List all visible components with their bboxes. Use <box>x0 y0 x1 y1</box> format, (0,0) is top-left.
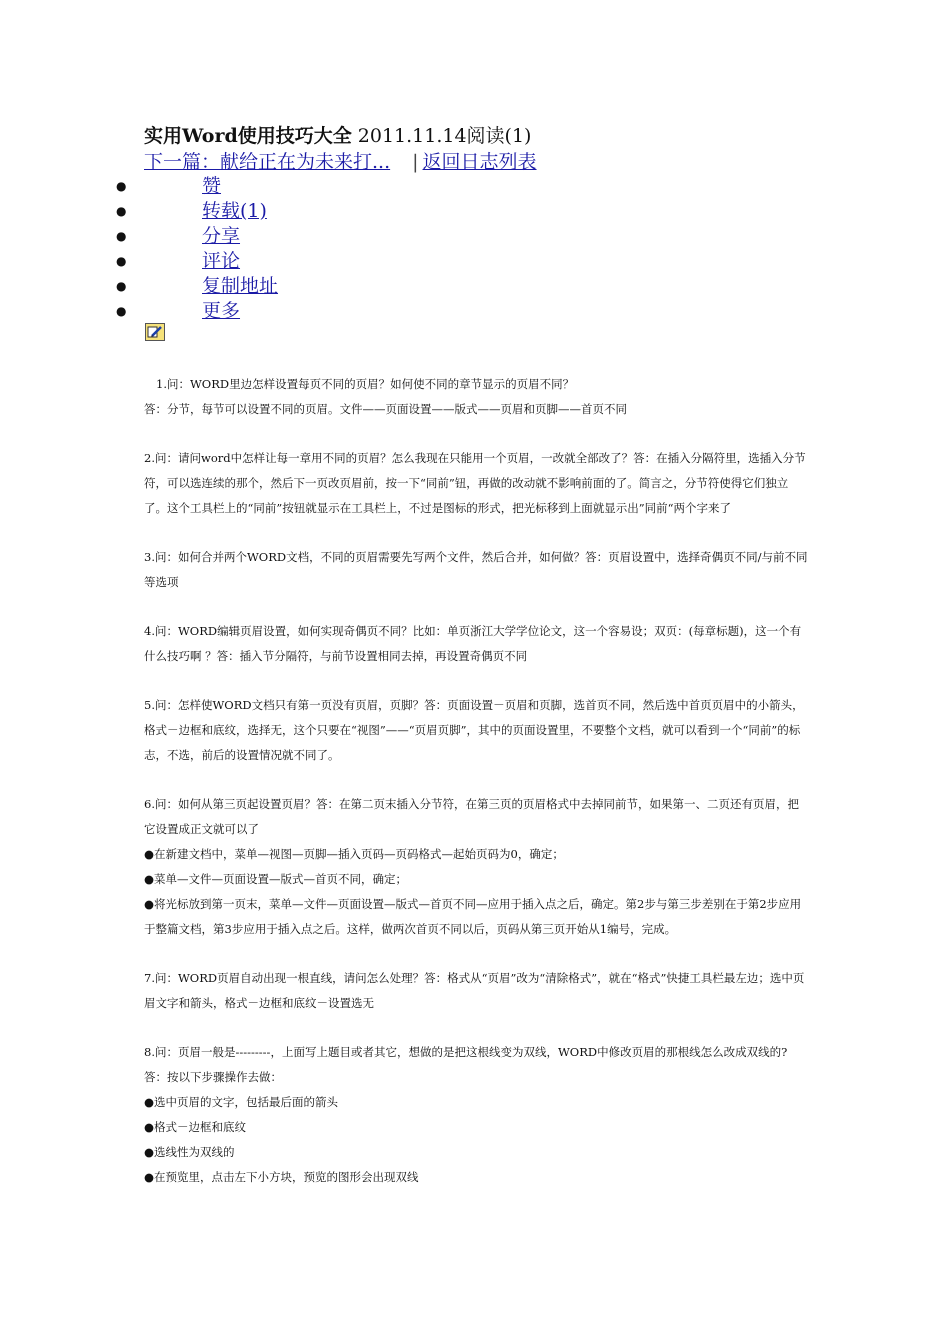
article-body <box>144 372 808 1190</box>
paragraph: ●在新建文档中，菜单—视图—页脚—插入页码—页码格式—起始页码为0，确定； <box>144 847 564 861</box>
paragraph: ●格式－边框和底纹 <box>144 1120 247 1134</box>
post-navigation <box>144 150 537 174</box>
bullet-icon: ● <box>116 179 127 193</box>
paragraph: ●选线性为双线的 <box>144 1145 235 1159</box>
bullet-icon: ● <box>116 279 127 293</box>
edit-icon[interactable] <box>145 323 165 341</box>
paragraph: 8.问：页眉一般是---------，上面写上题目或者其它，想做的是把这根线变为双线，WORD中修改页眉的那根线怎么改成双线的?答：按以下步骤操作去做： <box>144 1045 788 1084</box>
next-post-link[interactable]: 下一篇：献给正在为未来打... <box>144 151 391 173</box>
paragraph: 6.问：如何从第三页起设置页眉？答：在第二页末插入分节符，在第三页的页眉格式中去掉同前节，如果第一、二页还有页眉，把它设置成正文就可以了 <box>144 797 799 836</box>
paragraph: 5.问：怎样使WORD文档只有第一页没有页眉，页脚？答：页面设置－页眉和页脚，选首页不同，然后选中首页页眉中的小箭头，格式－边框和底纹，选择无，这个只要在“视图”——“页眉页脚”，其中的页面设置里，不要整个文档，就可以看到一个“同前”的标志，不选，前后的设置情况就不同了。 <box>144 698 804 762</box>
paragraph: ●选中页眉的文字，包括最后面的箭头 <box>144 1095 339 1109</box>
comment-link[interactable]: 评论 <box>202 250 241 272</box>
copy-address-link[interactable]: 复制地址 <box>202 275 279 297</box>
bullet-icon: ● <box>116 254 127 268</box>
paragraph: 7.问：WORD页眉自动出现一根直线，请问怎么处理？答：格式从“页眉”改为“清除格式”，就在“格式”快捷工具栏最左边；选中页眉文字和箭头，格式－边框和底纹－设置选无 <box>144 971 805 1010</box>
bullet-icon: ● <box>116 204 127 218</box>
bullet-icon: ● <box>116 304 127 318</box>
paragraph: ●在预览里，点击左下小方块，预览的图形会出现双线 <box>144 1170 419 1184</box>
reprint-link[interactable]: 转载(1) <box>202 200 267 222</box>
paragraph: 2.问：请问word中怎样让每一章用不同的页眉？怎么我现在只能用一个页眉，一改就全部改了？答：在插入分隔符里，选插入分节符，可以选连续的那个，然后下一页改页眉前，按一下“同前”钮，再做的改动就不影响前面的了。简言之，分节符使得它们独立了。这个工具栏上的“同前”按钮就显示在工具栏上，不过是图标的形式，把光标移到上面就显示出”同前“两个字来了 <box>144 451 806 515</box>
page-title: 实用Word使用技巧大全 <box>144 125 352 147</box>
like-link[interactable]: 赞 <box>202 175 222 197</box>
nav-separator: | <box>412 151 419 173</box>
post-meta: 2011.11.14阅读(1) <box>357 125 532 147</box>
more-link[interactable]: 更多 <box>202 300 241 322</box>
paragraph: 4.问：WORD编辑页眉设置，如何实现奇偶页不同？比如：单页浙江大学学位论文，这一个容易设；双页：(每章标题)，这一个有什么技巧啊 ？答：插入节分隔符，与前节设置相同去掉，再设置奇偶页不同 <box>144 624 802 663</box>
paragraph: ●菜单—文件—页面设置—版式—首页不同，确定； <box>144 872 408 886</box>
title-line <box>144 124 531 148</box>
bullet-icon: ● <box>116 229 127 243</box>
back-to-list-link[interactable]: 返回日志列表 <box>422 151 537 173</box>
share-link[interactable]: 分享 <box>202 225 241 247</box>
paragraph: ●将光标放到第一页末，菜单—文件—页面设置—版式—首页不同—应用于插入点之后，确定。第2步与第三步差别在于第2步应用于整篇文档，第3步应用于插入点之后。这样，做两次首页不同以后，页码从第三页开始从1编号，完成。 <box>144 897 802 936</box>
paragraph: 答：分节，每节可以设置不同的页眉。文件——页面设置——版式——页眉和页脚——首页不同 <box>144 402 627 416</box>
paragraph: 3.问：如何合并两个WORD文档，不同的页眉需要先写两个文件，然后合并，如何做？答：页眉设置中，选择奇偶页不同/与前不同等选项 <box>144 550 808 589</box>
paragraph: 1.问：WORD里边怎样设置每页不同的页眉？如何使不同的章节显示的页眉不同？ <box>156 377 575 391</box>
